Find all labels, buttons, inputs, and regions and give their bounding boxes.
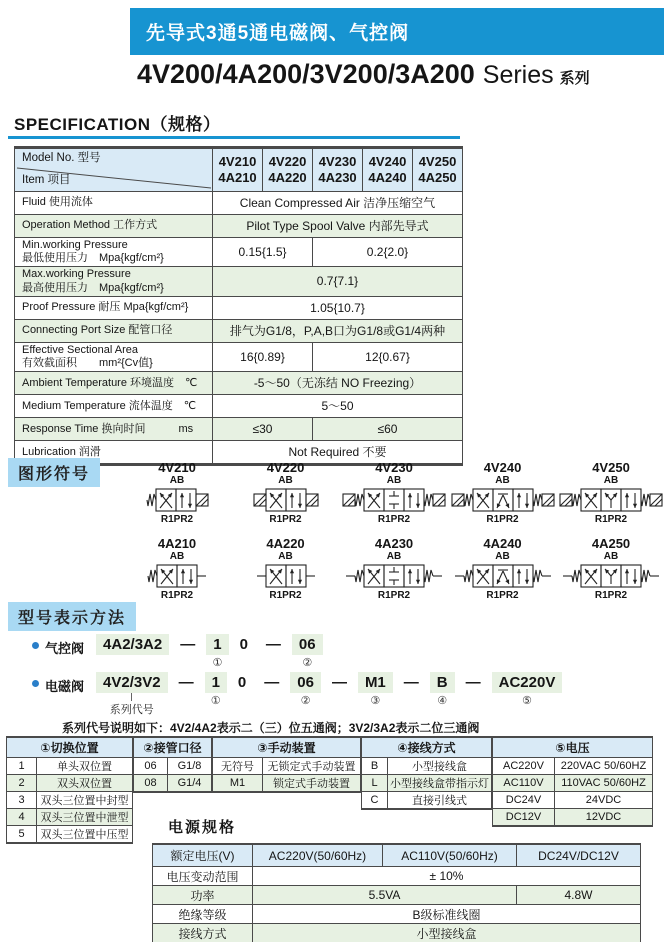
valve-port-bottom-label: R1PR2 [269, 590, 302, 602]
option-row [362, 792, 492, 810]
valve-port-top-label: AB [169, 475, 185, 487]
designation-part [430, 672, 455, 707]
model-designation [32, 634, 564, 720]
power-row-label: 电压变动范围 [153, 867, 253, 886]
bullet-icon [32, 642, 39, 649]
valve-symbol-4V210 [124, 461, 230, 525]
valve-port-top-label: AB [603, 551, 619, 563]
series-code-label: 系列代号 [109, 704, 154, 716]
valve-model-label: 4V240 [483, 460, 522, 475]
designation-code: B [430, 672, 455, 693]
valve-port-top-label: AB [278, 551, 293, 563]
spec-corner-cell [15, 148, 213, 192]
valve-port-top-label: AB [495, 551, 510, 563]
valve-schematic-icon [253, 486, 319, 514]
corner-model-no: Model No. 型号 [22, 152, 101, 164]
spec-row-label: Medium Temperature 流体温度 ℃ [15, 395, 213, 418]
spec-value-cell: 0.15{1.5} [213, 238, 313, 267]
option-row [7, 792, 133, 809]
model-designation-label: 型号表示方法 [8, 602, 136, 631]
valve-port-top-label: AB [169, 551, 185, 563]
designation-code: 0 [237, 674, 247, 691]
designation-code-index: ① [210, 695, 221, 707]
power-header-cell: AC110V(50/60Hz) [383, 844, 517, 867]
spec-value-cell: 16{0.89} [213, 342, 313, 371]
valve-port-top-label: AB [386, 551, 402, 563]
valve-port-bottom-label: R1PR2 [486, 514, 519, 526]
designation-part [206, 634, 228, 669]
valve-schematic-icon [454, 562, 552, 590]
designation-code: — [265, 636, 281, 653]
valve-symbol-4A250 [558, 537, 664, 601]
option-table-5 [492, 736, 653, 827]
spec-row [15, 215, 463, 238]
spec-row-label: Ambient Temperature 环境温度 ℃ [15, 372, 213, 395]
option-desc-cell: 锁定式手动装置 [263, 775, 361, 793]
spec-row [15, 372, 463, 395]
valve-schematic-icon [559, 486, 663, 514]
option-desc-cell: 双头双位置 [37, 775, 133, 792]
spec-row [15, 342, 463, 371]
bullet-icon [32, 680, 39, 687]
valve-model-label: 4A220 [266, 536, 305, 551]
power-row-label: 绝缘等级 [153, 905, 253, 924]
graphic-symbols-label: 图形符号 [8, 458, 100, 487]
symbols-row-2 [124, 537, 664, 601]
valve-model-label: 4V220 [266, 460, 305, 475]
power-header-cell: 额定电压(V) [153, 844, 253, 867]
designation-code: 06 [292, 634, 323, 655]
option-row [362, 775, 492, 792]
spec-row [15, 319, 463, 342]
option-desc-cell: 110VAC 50/60HZ [555, 775, 653, 792]
designation-code-index: ③ [370, 695, 381, 707]
spec-value-cell: -5～50（无冻结 NO Freezing） [213, 372, 463, 395]
option-table-4 [361, 736, 492, 810]
valve-schematic-icon [345, 562, 443, 590]
spec-table [14, 146, 463, 466]
option-code-cell: 3 [7, 792, 37, 809]
option-code-cell: DC24V [493, 792, 555, 809]
option-table-header: ③手动装置 [213, 737, 361, 758]
option-row [213, 775, 361, 793]
spec-row [15, 238, 463, 267]
designation-part [292, 634, 323, 669]
option-desc-cell: 双头三位置中封型 [37, 792, 133, 809]
option-desc-cell: 无锁定式手动装置 [263, 758, 361, 775]
spec-value-cell: Not Required 不要 [213, 441, 463, 465]
power-spec-heading: 电源规格 [168, 819, 237, 836]
valve-model-label: 4A250 [591, 536, 631, 551]
option-code-cell: B [362, 758, 388, 775]
spec-value-cell: 12{0.67} [313, 342, 463, 371]
designation-code: 4A2/3A2 [96, 634, 169, 655]
power-row [153, 924, 641, 942]
option-row [213, 758, 361, 775]
option-desc-cell: 12VDC [555, 809, 653, 827]
valve-port-bottom-label: R1PR2 [269, 514, 302, 526]
option-row [362, 758, 492, 775]
valve-symbol-4V230 [341, 461, 447, 525]
spec-col-header: 4V250 4A250 [413, 148, 463, 192]
power-row-label: 接线方式 [153, 924, 253, 942]
spec-col-header: 4V240 4A240 [363, 148, 413, 192]
corner-item: Item 项目 [22, 174, 71, 187]
option-desc-cell: 220VAC 50/60HZ [555, 758, 653, 775]
power-header-cell: DC24V/DC12V [517, 844, 641, 867]
option-desc-cell: 24VDC [555, 792, 653, 809]
designation-row-label: 电磁阀 [45, 679, 85, 694]
option-row [134, 758, 212, 775]
valve-port-bottom-label: R1PR2 [377, 514, 411, 526]
designation-part [96, 634, 169, 655]
valve-symbol-4V240 [450, 461, 556, 525]
designation-part [492, 672, 563, 707]
designation-code: — [403, 674, 419, 691]
valve-model-label: 4V230 [375, 460, 413, 475]
option-row [493, 809, 653, 827]
option-code-tables [6, 736, 653, 844]
spec-row-label: Effective Sectional Area 有效截面积 mm²{Cv值} [15, 342, 213, 371]
option-table-3 [212, 736, 361, 793]
designation-code: 0 [239, 636, 248, 653]
power-spec-table [152, 843, 641, 942]
option-code-cell: 1 [7, 758, 37, 775]
spec-value-cell: 排气为G1/8，P,A,B口为G1/8或G1/4两种 [213, 319, 463, 342]
valve-schematic-icon [146, 486, 209, 514]
valve-port-bottom-label: R1PR2 [594, 514, 628, 526]
spec-heading: SPECIFICATION（规格） [14, 115, 221, 134]
option-table-header: ②接管口径 [134, 737, 212, 758]
power-value-cell: 4.8W [517, 886, 641, 905]
spec-value-cell: ≤30 [213, 418, 313, 441]
power-value-cell: B级标准线圈 [253, 905, 641, 924]
designation-part [397, 672, 426, 693]
spec-row [15, 267, 463, 296]
option-desc-cell: 小型接线盒带指示灯 [388, 775, 492, 792]
valve-schematic-icon [562, 562, 660, 590]
option-code-cell: 5 [7, 826, 37, 844]
option-row [134, 775, 212, 793]
designation-part [358, 672, 393, 707]
designation-code-index: ④ [437, 695, 448, 707]
designation-code: M1 [358, 672, 393, 693]
option-desc-cell: 双头三位置中压型 [37, 826, 133, 844]
option-code-cell: L [362, 775, 388, 792]
spec-value-cell: 0.2{2.0} [313, 238, 463, 267]
valve-symbol-4A210 [124, 537, 230, 601]
power-row [153, 867, 641, 886]
spec-value-cell: 0.7{7.1} [213, 267, 463, 296]
spec-row-label: Proof Pressure 耐压 Mpa{kgf/cm²} [15, 296, 213, 319]
designation-part [173, 634, 202, 655]
designation-code-index: ① [212, 657, 223, 669]
designation-row [32, 672, 564, 717]
valve-port-top-label: AB [386, 475, 402, 487]
valve-model-label: 4V210 [158, 460, 196, 475]
option-code-cell: 2 [7, 775, 37, 792]
designation-code: 1 [206, 634, 228, 655]
designation-part [205, 672, 227, 707]
spec-heading-underline [8, 136, 460, 139]
series-code-note: 系列代号说明如下：4V2/4A2表示二（三）位五通阀；3V2/3A2表示二位三通阀 [62, 721, 480, 735]
valve-port-bottom-label: R1PR2 [486, 590, 519, 602]
valve-symbol-4A240 [450, 537, 556, 601]
option-row [493, 792, 653, 809]
title-series: Series [482, 61, 554, 89]
valve-symbol-4V250 [558, 461, 664, 525]
series-code-pointer [110, 693, 154, 717]
power-row [153, 905, 641, 924]
spec-value-cell: 5～50 [213, 395, 463, 418]
designation-code-index: ② [302, 657, 313, 669]
valve-model-label: 4V250 [592, 460, 630, 475]
valve-schematic-icon [147, 562, 207, 590]
option-code-cell: 4 [7, 809, 37, 826]
designation-part [259, 634, 288, 655]
title-model-codes: 4V200/4A200/3V200/3A200 [137, 59, 475, 89]
option-code-cell: AC220V [493, 758, 555, 775]
option-code-cell: 06 [134, 758, 168, 775]
option-table-header: ④接线方式 [362, 737, 492, 758]
valve-port-bottom-label: R1PR2 [594, 590, 628, 602]
spec-row-label: Fluid 使用流体 [15, 192, 213, 215]
designation-part [172, 672, 201, 693]
designation-code: — [331, 674, 347, 691]
option-table-header: ⑤电压 [493, 737, 653, 758]
spec-row [15, 296, 463, 319]
option-row [7, 758, 133, 775]
spec-col-header: 4V220 4A220 [263, 148, 313, 192]
power-value-cell: 小型接线盒 [253, 924, 641, 942]
valve-port-bottom-label: R1PR2 [160, 514, 194, 526]
spec-row [15, 395, 463, 418]
valve-port-top-label: AB [278, 475, 293, 487]
option-desc-cell: 双头三位置中泄型 [37, 809, 133, 826]
spec-row-label: Response Time 换向时间 ms [15, 418, 213, 441]
spec-row [15, 418, 463, 441]
spec-value-cell: Pilot Type Spool Valve 内部先导式 [213, 215, 463, 238]
spec-row-label: Lubrication 润滑 [15, 441, 213, 465]
page-banner: 先导式3通5通电磁阀、气控阀 [130, 8, 664, 55]
option-row [7, 775, 133, 792]
valve-port-bottom-label: R1PR2 [377, 590, 411, 602]
power-row [153, 886, 641, 905]
designation-code: AC220V [492, 672, 563, 693]
option-row [493, 775, 653, 792]
valve-model-label: 4A210 [157, 536, 197, 551]
option-desc-cell: 单头双位置 [37, 758, 133, 775]
option-desc-cell: G1/8 [168, 758, 212, 775]
power-value-cell: 5.5VA [253, 886, 517, 905]
spec-row-label: Max.working Pressure 最高使用压力 Mpa{kgf/cm²} [15, 267, 213, 296]
valve-schematic-icon [256, 562, 316, 590]
option-code-cell: C [362, 792, 388, 810]
option-table-1 [6, 736, 133, 844]
designation-part [325, 672, 354, 693]
option-code-cell: 无符号 [213, 758, 263, 775]
spec-row-label: Min.working Pressure 最低使用压力 Mpa{kgf/cm²} [15, 238, 213, 267]
designation-code: — [264, 674, 280, 691]
title-series-cn: 系列 [559, 70, 590, 87]
valve-port-bottom-label: R1PR2 [160, 590, 194, 602]
valve-symbol-4V220 [233, 461, 339, 525]
spec-value-cell: 1.05{10.7} [213, 296, 463, 319]
option-code-cell: AC110V [493, 775, 555, 792]
spec-col-header: 4V230 4A230 [313, 148, 363, 192]
designation-row-label: 气控阀 [45, 641, 85, 656]
valve-port-top-label: AB [495, 475, 510, 487]
designation-code: 06 [290, 672, 321, 693]
designation-row [32, 634, 564, 669]
valve-symbol-4A230 [341, 537, 447, 601]
option-row [493, 758, 653, 775]
spec-row-label: Connecting Port Size 配管口径 [15, 319, 213, 342]
valve-port-top-label: AB [603, 475, 619, 487]
option-code-cell: M1 [213, 775, 263, 793]
designation-part [257, 672, 286, 693]
designation-code-index: ⑤ [522, 695, 532, 707]
valve-model-label: 4A240 [483, 536, 522, 551]
option-table-header: ①切换位置 [7, 737, 133, 758]
valve-schematic-icon [342, 486, 446, 514]
option-table-2 [133, 736, 212, 793]
designation-part [290, 672, 321, 707]
designation-code-index: ② [300, 695, 311, 707]
designation-part [231, 672, 253, 693]
spec-value-cell: Clean Compressed Air 洁净压缩空气 [213, 192, 463, 215]
designation-code: — [465, 674, 481, 691]
spec-row [15, 192, 463, 215]
designation-part [96, 672, 168, 717]
symbols-row-1 [124, 461, 664, 525]
designation-code: 4V2/3V2 [96, 672, 168, 693]
designation-code: — [178, 674, 194, 691]
power-row-label: 功率 [153, 886, 253, 905]
designation-code: — [180, 636, 196, 653]
option-desc-cell: G1/4 [168, 775, 212, 793]
power-value-cell: ± 10% [253, 867, 641, 886]
option-desc-cell: 直接引线式 [388, 792, 492, 810]
valve-model-label: 4A230 [374, 536, 414, 551]
spec-col-header: 4V210 4A210 [213, 148, 263, 192]
designation-part [233, 634, 255, 655]
designation-part [459, 672, 488, 693]
spec-row-label: Operation Method 工作方式 [15, 215, 213, 238]
valve-schematic-icon [451, 486, 555, 514]
page-title [137, 59, 590, 90]
option-row [7, 826, 133, 844]
designation-code: 1 [205, 672, 227, 693]
option-row [7, 809, 133, 826]
option-code-cell: DC12V [493, 809, 555, 827]
power-header-cell: AC220V(50/60Hz) [253, 844, 383, 867]
option-desc-cell: 小型接线盒 [388, 758, 492, 775]
option-code-cell: 08 [134, 775, 168, 793]
valve-symbol-4A220 [233, 537, 339, 601]
spec-value-cell: ≤60 [313, 418, 463, 441]
